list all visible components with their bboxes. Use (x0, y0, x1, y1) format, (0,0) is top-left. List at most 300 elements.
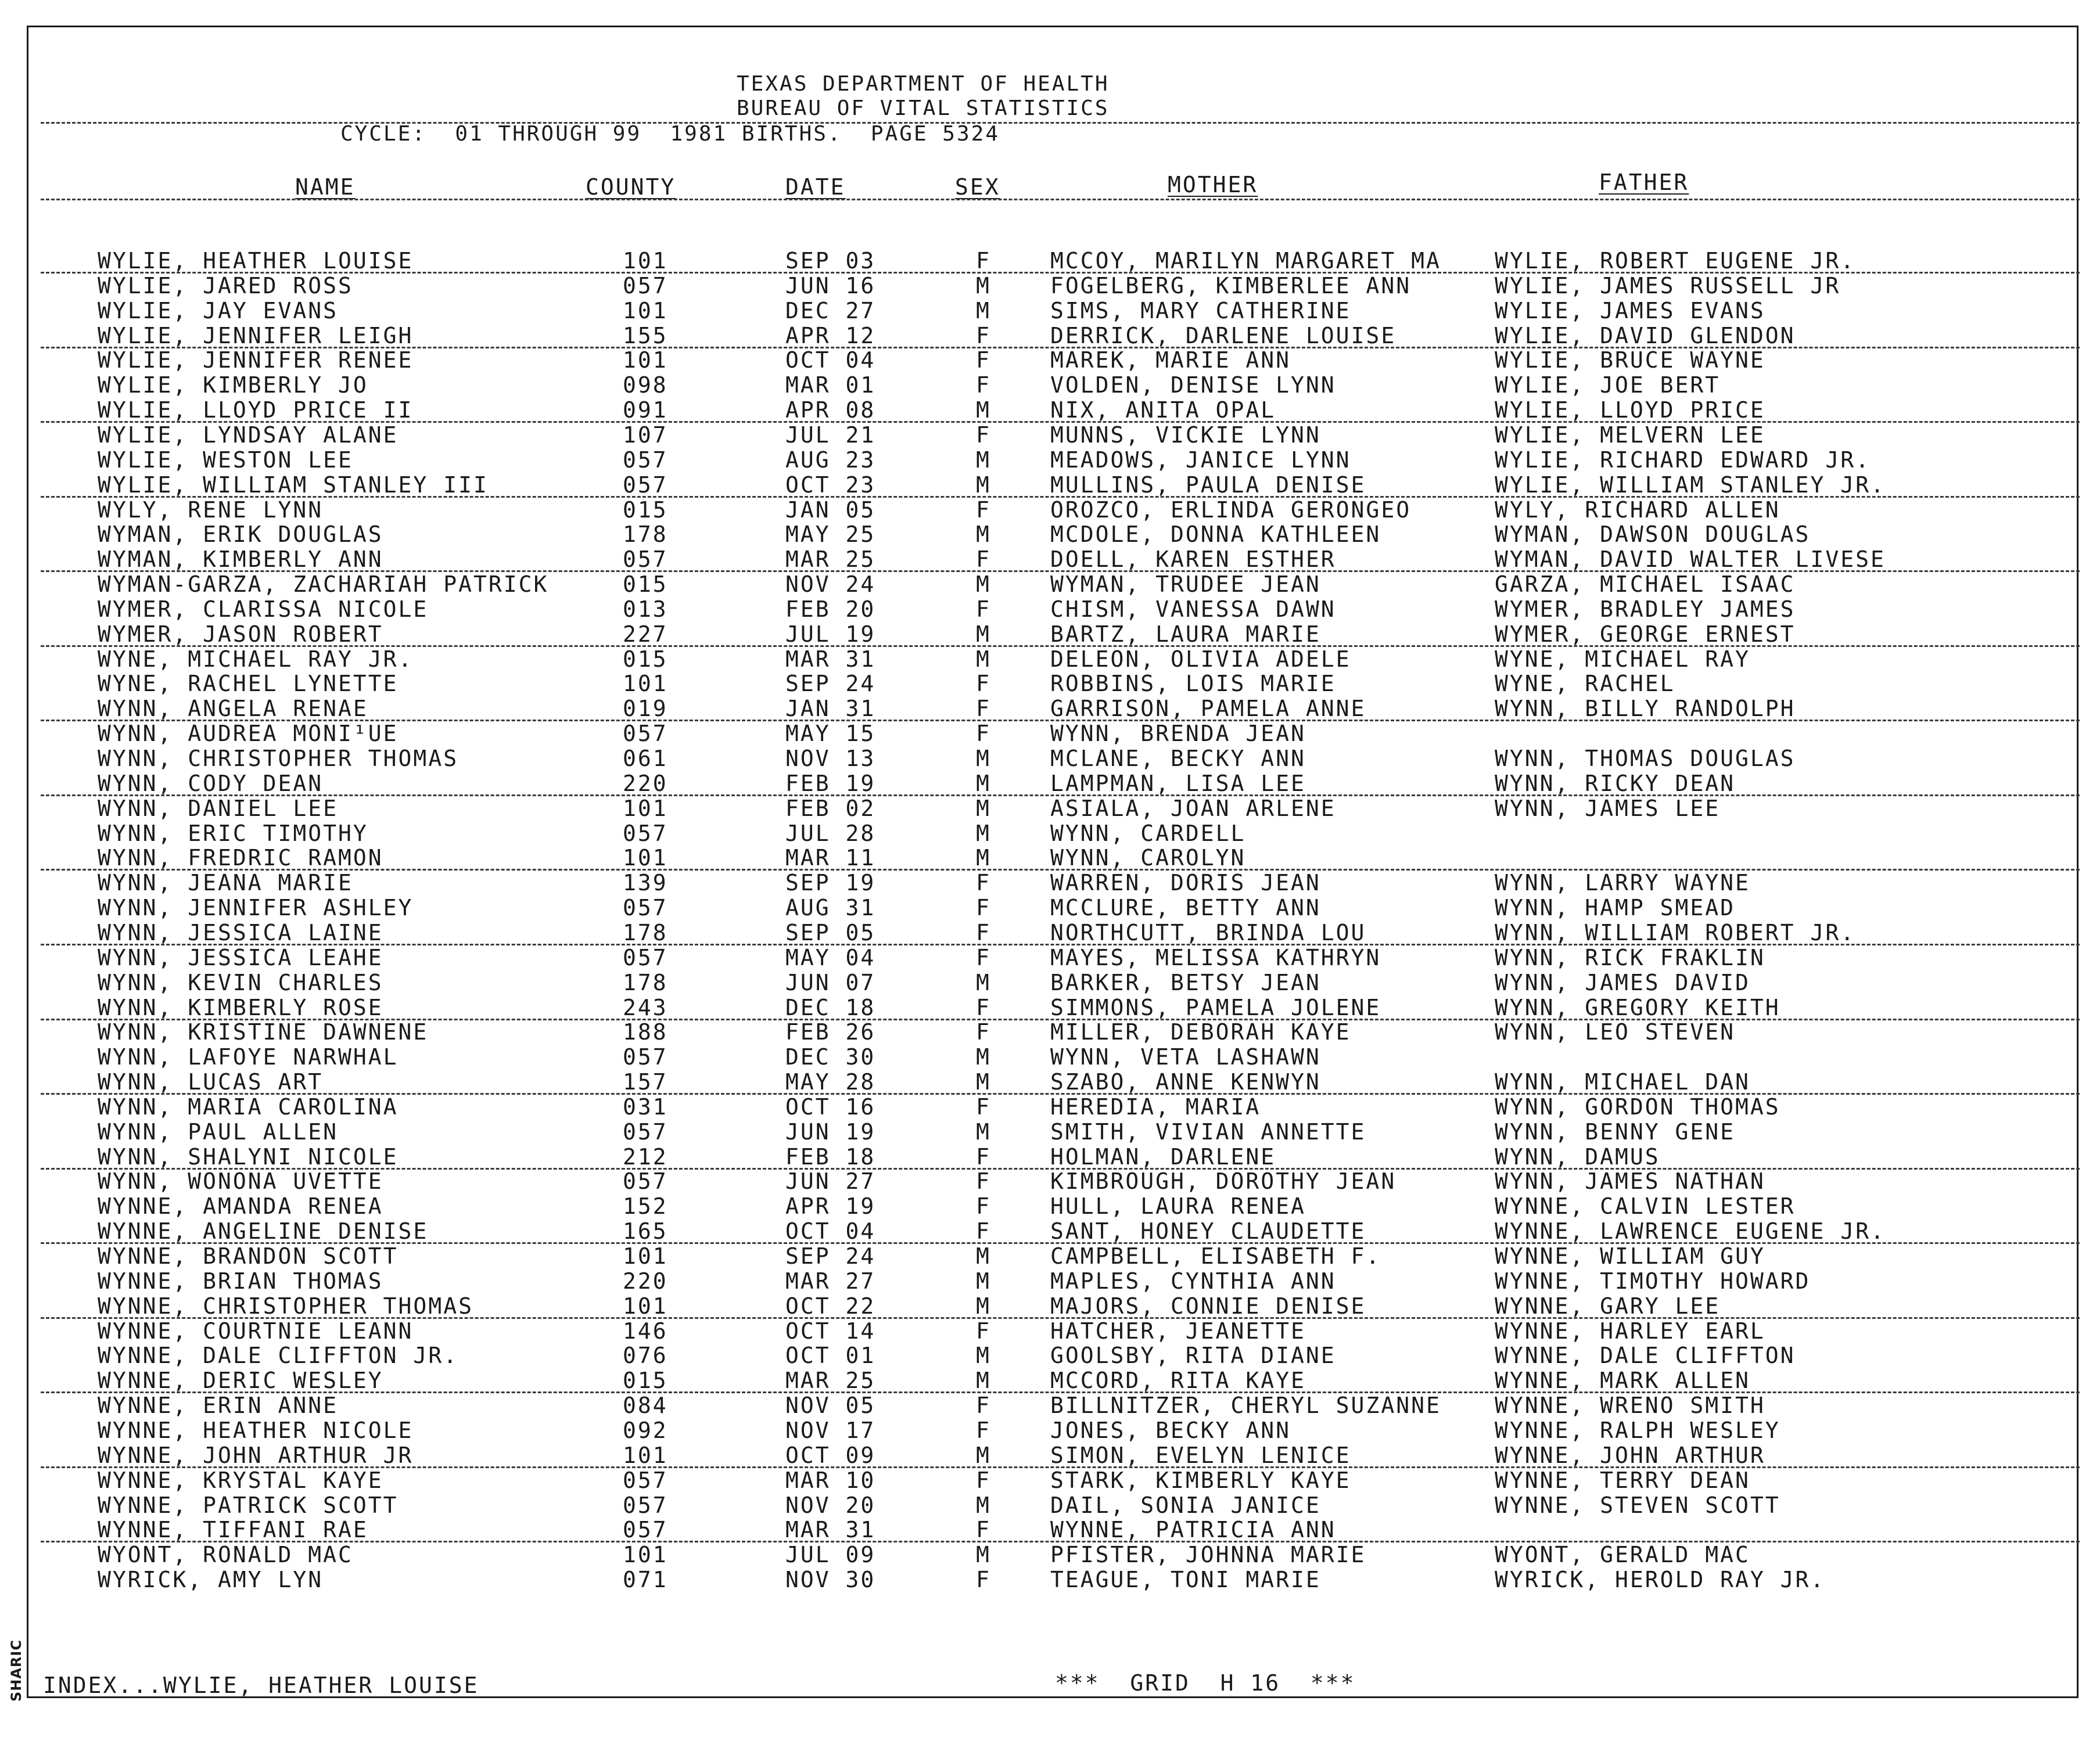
cell-date: DEC 18 (785, 995, 876, 1020)
cell-name: WYNN, LUCAS ART (98, 1069, 324, 1095)
table-row (0, 1393, 2100, 1418)
cell-sex: M (976, 1293, 991, 1319)
cell-county: 178 (623, 522, 668, 547)
cell-county: 188 (623, 1019, 668, 1045)
cell-sex: M (976, 1069, 991, 1095)
cell-date: NOV 17 (785, 1418, 876, 1443)
cell-father: WYLIE, BRUCE WAYNE (1495, 347, 1765, 373)
cell-mother: DERRICK, DARLENE LOUISE (1050, 323, 1397, 348)
cell-sex: M (976, 472, 991, 498)
cell-county: 057 (623, 472, 668, 498)
cell-mother: WARREN, DORIS JEAN (1050, 870, 1321, 896)
cell-name: WYNNE, ANGELINE DENISE (98, 1218, 429, 1244)
cell-sex: F (976, 870, 991, 896)
cell-county: 101 (623, 671, 668, 696)
cell-mother: DAIL, SONIA JANICE (1050, 1493, 1321, 1518)
cell-mother: MUNNS, VICKIE LYNN (1050, 422, 1321, 448)
cell-sex: F (976, 422, 991, 448)
cell-father: WYMER, GEORGE ERNEST (1495, 621, 1796, 647)
cell-mother: NIX, ANITA OPAL (1050, 397, 1276, 423)
cell-county: 101 (623, 298, 668, 323)
cell-mother: MILLER, DEBORAH KAYE (1050, 1019, 1351, 1045)
side-label: SHARIC (8, 1639, 24, 1702)
cell-county: 015 (623, 497, 668, 523)
cell-mother: WYNN, CARDELL (1050, 821, 1246, 846)
table-row (0, 1020, 2100, 1044)
column-header-county: COUNTY (586, 174, 676, 200)
cell-county: 178 (623, 920, 668, 945)
table-row (0, 597, 2100, 621)
cell-sex: F (976, 1094, 991, 1120)
cell-father: WYNN, JAMES DAVID (1495, 970, 1750, 995)
cell-sex: M (976, 646, 991, 672)
cell-sex: F (976, 945, 991, 970)
cell-county: 071 (623, 1567, 668, 1592)
cell-sex: F (976, 1193, 991, 1219)
cell-mother: WYMAN, TRUDEE JEAN (1050, 571, 1321, 597)
cell-sex: M (976, 298, 991, 323)
cell-county: 057 (623, 1168, 668, 1194)
cell-sex: M (976, 970, 991, 995)
cell-date: OCT 04 (785, 347, 876, 373)
table-row (0, 1443, 2100, 1468)
cell-mother: MAJORS, CONNIE DENISE (1050, 1293, 1366, 1319)
cell-sex: F (976, 1517, 991, 1542)
cell-county: 092 (623, 1418, 668, 1443)
cell-date: SEP 24 (785, 1243, 876, 1269)
cell-sex: F (976, 1318, 991, 1344)
cell-name: WYLIE, HEATHER LOUISE (98, 248, 414, 274)
cell-sex: F (976, 995, 991, 1020)
cell-mother: GARRISON, PAMELA ANNE (1050, 696, 1366, 721)
cell-name: WYLIE, JENNIFER RENEE (98, 347, 414, 373)
cell-mother: MCCORD, RITA KAYE (1050, 1368, 1306, 1393)
cell-sex: M (976, 571, 991, 597)
cell-county: 146 (623, 1318, 668, 1344)
cell-mother: BILLNITZER, CHERYL SUZANNE (1050, 1393, 1441, 1418)
cell-father: WYLIE, JAMES RUSSELL JR (1495, 273, 1841, 299)
cell-mother: CHISM, VANESSA DAWN (1050, 596, 1336, 622)
table-row (0, 249, 2100, 273)
cell-father: WYONT, GERALD MAC (1495, 1542, 1750, 1567)
table-row (0, 473, 2100, 497)
cell-mother: MCLANE, BECKY ANN (1050, 746, 1306, 771)
cell-mother: SIMON, EVELYN LENICE (1050, 1443, 1351, 1468)
cell-date: OCT 09 (785, 1443, 876, 1468)
cell-date: OCT 22 (785, 1293, 876, 1319)
cell-county: 015 (623, 1368, 668, 1393)
cell-county: 061 (623, 746, 668, 771)
cell-father: WYNN, JAMES NATHAN (1495, 1168, 1765, 1194)
cell-name: WYLIE, LLOYD PRICE II (98, 397, 414, 423)
cell-county: 015 (623, 646, 668, 672)
cell-date: SEP 03 (785, 248, 876, 274)
cell-county: 013 (623, 596, 668, 622)
cell-date: FEB 18 (785, 1144, 876, 1170)
cell-county: 057 (623, 721, 668, 746)
table-row (0, 1468, 2100, 1493)
cell-name: WYNN, WONONA UVETTE (98, 1168, 383, 1194)
cell-sex: F (976, 497, 991, 523)
cell-sex: F (976, 1218, 991, 1244)
cell-name: WYNNE, COURTNIE LEANN (98, 1318, 414, 1344)
cell-sex: F (976, 596, 991, 622)
cell-name: WYMAN-GARZA, ZACHARIAH PATRICK (98, 571, 549, 597)
table-row (0, 920, 2100, 945)
cell-father: WYNNE, HARLEY EARL (1495, 1318, 1765, 1344)
cell-name: WYNN, KEVIN CHARLES (98, 970, 383, 995)
cell-date: AUG 23 (785, 447, 876, 473)
cell-date: JUN 19 (785, 1119, 876, 1145)
cell-county: 084 (623, 1393, 668, 1418)
cell-mother: VOLDEN, DENISE LYNN (1050, 372, 1336, 398)
table-row (0, 1542, 2100, 1567)
cell-county: 057 (623, 273, 668, 299)
table-row (0, 1070, 2100, 1094)
cell-date: MAR 11 (785, 845, 876, 871)
cell-sex: F (976, 1168, 991, 1194)
cell-county: 101 (623, 347, 668, 373)
column-header-rule (41, 199, 2080, 200)
cell-mother: SIMMONS, PAMELA JOLENE (1050, 995, 1381, 1020)
table-row (0, 398, 2100, 422)
cell-mother: LAMPMAN, LISA LEE (1050, 771, 1306, 796)
cell-name: WYLIE, WILLIAM STANLEY III (98, 472, 489, 498)
table-row (0, 945, 2100, 970)
bureau-title: BUREAU OF VITAL STATISTICS (737, 96, 1110, 120)
cell-mother: MEADOWS, JANICE LYNN (1050, 447, 1351, 473)
cell-sex: F (976, 1468, 991, 1493)
cell-father: WYNN, BILLY RANDOLPH (1495, 696, 1796, 721)
cell-sex: M (976, 397, 991, 423)
cell-name: WYNE, MICHAEL RAY JR. (98, 646, 414, 672)
cell-date: SEP 05 (785, 920, 876, 945)
table-row (0, 323, 2100, 348)
cell-county: 220 (623, 1268, 668, 1294)
table-row (0, 1269, 2100, 1293)
cell-county: 057 (623, 895, 668, 920)
cell-mother: MAPLES, CYNTHIA ANN (1050, 1268, 1336, 1294)
cell-county: 227 (623, 621, 668, 647)
cell-name: WYNNE, AMANDA RENEA (98, 1193, 383, 1219)
cell-date: SEP 19 (785, 870, 876, 896)
cell-date: OCT 16 (785, 1094, 876, 1120)
cell-name: WYMER, JASON ROBERT (98, 621, 383, 647)
cycle-line: CYCLE: 01 THROUGH 99 1981 BIRTHS. PAGE 5324 (340, 122, 1000, 146)
cell-father: WYLY, RICHARD ALLEN (1495, 497, 1780, 523)
table-row (0, 1194, 2100, 1218)
cell-sex: M (976, 845, 991, 871)
cell-name: WYLY, RENE LYNN (98, 497, 324, 523)
cell-mother: WYNN, CAROLYN (1050, 845, 1246, 871)
cell-father: WYNN, GORDON THOMAS (1495, 1094, 1780, 1120)
cell-mother: JONES, BECKY ANN (1050, 1418, 1291, 1443)
cell-date: MAY 28 (785, 1069, 876, 1095)
cell-sex: M (976, 273, 991, 299)
cell-date: APR 08 (785, 397, 876, 423)
cell-mother: SANT, HONEY CLAUDETTE (1050, 1218, 1366, 1244)
cell-date: JUL 21 (785, 422, 876, 448)
cell-father: WYLIE, JOE BERT (1495, 372, 1721, 398)
table-row (0, 821, 2100, 846)
cell-name: WYNE, RACHEL LYNETTE (98, 671, 399, 696)
cell-father: WYNNE, WILLIAM GUY (1495, 1243, 1765, 1269)
table-row (0, 1169, 2100, 1193)
table-row (0, 995, 2100, 1020)
cell-county: 076 (623, 1343, 668, 1368)
cell-county: 101 (623, 1542, 668, 1567)
column-header-sex: SEX (955, 174, 1000, 200)
cell-name: WYNN, MARIA CAROLINA (98, 1094, 399, 1120)
cell-father: WYLIE, MELVERN LEE (1495, 422, 1765, 448)
cell-sex: M (976, 1542, 991, 1567)
cell-date: MAR 01 (785, 372, 876, 398)
table-row (0, 970, 2100, 995)
cell-county: 057 (623, 1044, 668, 1070)
cell-father: WYNNE, TIMOTHY HOWARD (1495, 1268, 1811, 1294)
cell-father: WYLIE, ROBERT EUGENE JR. (1495, 248, 1856, 274)
table-row (0, 696, 2100, 721)
cell-county: 101 (623, 796, 668, 821)
column-header-mother: MOTHER (1168, 172, 1258, 197)
table-row (0, 498, 2100, 522)
cell-county: 057 (623, 1468, 668, 1493)
cell-sex: M (976, 1443, 991, 1468)
cell-father: WYNN, DAMUS (1495, 1144, 1660, 1170)
grid-label: *** GRID H 16 *** (1055, 1670, 1356, 1696)
agency-title: TEXAS DEPARTMENT OF HEALTH (737, 72, 1110, 96)
cell-county: 057 (623, 447, 668, 473)
cell-father: WYNNE, JOHN ARTHUR (1495, 1443, 1765, 1468)
cell-mother: MAYES, MELISSA KATHRYN (1050, 945, 1381, 970)
cell-mother: SZABO, ANNE KENWYN (1050, 1069, 1321, 1095)
table-row (0, 1120, 2100, 1144)
cell-name: WYMER, CLARISSA NICOLE (98, 596, 429, 622)
cell-mother: MCDOLE, DONNA KATHLEEN (1050, 522, 1381, 547)
cell-county: 165 (623, 1218, 668, 1244)
cell-sex: M (976, 821, 991, 846)
cell-county: 220 (623, 771, 668, 796)
cell-father: WYNN, LARRY WAYNE (1495, 870, 1750, 896)
cell-name: WYNNE, CHRISTOPHER THOMAS (98, 1293, 473, 1319)
cell-name: WYNN, JEANA MARIE (98, 870, 353, 896)
cell-date: OCT 23 (785, 472, 876, 498)
cell-date: JUN 27 (785, 1168, 876, 1194)
cell-mother: ROBBINS, LOIS MARIE (1050, 671, 1336, 696)
cell-father: WYNE, RACHEL (1495, 671, 1675, 696)
cell-father: WYNNE, RALPH WESLEY (1495, 1418, 1780, 1443)
cell-sex: F (976, 895, 991, 920)
cell-mother: GOOLSBY, RITA DIANE (1050, 1343, 1336, 1368)
cell-county: 212 (623, 1144, 668, 1170)
cell-name: WYNNE, BRIAN THOMAS (98, 1268, 383, 1294)
cell-father: WYLIE, JAMES EVANS (1495, 298, 1765, 323)
cell-county: 057 (623, 1517, 668, 1542)
cell-sex: F (976, 323, 991, 348)
cell-county: 101 (623, 845, 668, 871)
cell-father: WYNN, LEO STEVEN (1495, 1019, 1736, 1045)
cell-mother: MULLINS, PAULA DENISE (1050, 472, 1366, 498)
cell-name: WYNN, SHALYNI NICOLE (98, 1144, 399, 1170)
cell-date: OCT 14 (785, 1318, 876, 1344)
cell-date: OCT 01 (785, 1343, 876, 1368)
cell-date: FEB 26 (785, 1019, 876, 1045)
table-row (0, 1418, 2100, 1443)
cell-name: WYNN, JESSICA LEAHE (98, 945, 383, 970)
cell-date: JAN 05 (785, 497, 876, 523)
table-row (0, 373, 2100, 397)
cell-name: WYLIE, JENNIFER LEIGH (98, 323, 414, 348)
table-row (0, 1294, 2100, 1318)
cell-name: WYLIE, WESTON LEE (98, 447, 353, 473)
cell-mother: MAREK, MARIE ANN (1050, 347, 1291, 373)
cell-mother: BARKER, BETSY JEAN (1050, 970, 1321, 995)
cell-date: NOV 20 (785, 1493, 876, 1518)
cell-county: 101 (623, 1293, 668, 1319)
cell-father: WYNNE, WRENO SMITH (1495, 1393, 1765, 1418)
cell-name: WYNN, ERIC TIMOTHY (98, 821, 368, 846)
cell-father: WYNN, WILLIAM ROBERT JR. (1495, 920, 1856, 945)
cell-father: WYNNE, DALE CLIFFTON (1495, 1343, 1796, 1368)
cell-date: JUL 28 (785, 821, 876, 846)
cell-mother: DOELL, KAREN ESTHER (1050, 546, 1336, 572)
cell-father: WYNN, RICKY DEAN (1495, 771, 1736, 796)
table-row (0, 1219, 2100, 1243)
cell-mother: STARK, KIMBERLY KAYE (1050, 1468, 1351, 1493)
cell-father: WYLIE, LLOYD PRICE (1495, 397, 1765, 423)
cell-name: WYLIE, JARED ROSS (98, 273, 353, 299)
cell-date: SEP 24 (785, 671, 876, 696)
cell-father: GARZA, MICHAEL ISAAC (1495, 571, 1796, 597)
cell-date: FEB 20 (785, 596, 876, 622)
cell-date: NOV 24 (785, 571, 876, 597)
cell-mother: BARTZ, LAURA MARIE (1050, 621, 1321, 647)
cell-mother: FOGELBERG, KIMBERLEE ANN (1050, 273, 1412, 299)
cell-father: WYNN, GREGORY KEITH (1495, 995, 1780, 1020)
cell-name: WYNNE, ERIN ANNE (98, 1393, 339, 1418)
cell-name: WYNNE, KRYSTAL KAYE (98, 1468, 383, 1493)
cell-father: WYMAN, DAVID WALTER LIVESE (1495, 546, 1886, 572)
cell-sex: F (976, 248, 991, 274)
cell-father: WYNNE, TERRY DEAN (1495, 1468, 1750, 1493)
cell-county: 101 (623, 1443, 668, 1468)
table-row (0, 423, 2100, 447)
cell-date: MAR 31 (785, 646, 876, 672)
table-row (0, 522, 2100, 546)
cell-name: WYNN, CHRISTOPHER THOMAS (98, 746, 459, 771)
cell-date: JUN 07 (785, 970, 876, 995)
cell-father: WYMAN, DAWSON DOUGLAS (1495, 522, 1811, 547)
cell-mother: MCCOY, MARILYN MARGARET MA (1050, 248, 1441, 274)
cell-name: WYNN, FREDRIC RAMON (98, 845, 383, 871)
cell-mother: HATCHER, JEANETTE (1050, 1318, 1306, 1344)
cell-mother: MCCLURE, BETTY ANN (1050, 895, 1321, 920)
cell-name: WYNNE, TIFFANI RAE (98, 1517, 368, 1542)
cell-county: 101 (623, 1243, 668, 1269)
cell-sex: F (976, 671, 991, 696)
cell-name: WYLIE, KIMBERLY JO (98, 372, 368, 398)
cell-county: 091 (623, 397, 668, 423)
cell-father: WYLIE, WILLIAM STANLEY JR. (1495, 472, 1886, 498)
cell-name: WYNN, CODY DEAN (98, 771, 324, 796)
cell-sex: M (976, 1493, 991, 1518)
cell-mother: SIMS, MARY CATHERINE (1050, 298, 1351, 323)
cell-date: OCT 04 (785, 1218, 876, 1244)
cell-mother: PFISTER, JOHNNA MARIE (1050, 1542, 1366, 1567)
cell-name: WYNNE, DALE CLIFFTON JR. (98, 1343, 459, 1368)
cell-mother: TEAGUE, TONI MARIE (1050, 1567, 1321, 1592)
cell-sex: M (976, 1119, 991, 1145)
cell-mother: ASIALA, JOAN ARLENE (1050, 796, 1336, 821)
cell-name: WYMAN, ERIK DOUGLAS (98, 522, 383, 547)
cell-father: WYNNE, GARY LEE (1495, 1293, 1721, 1319)
cell-date: APR 19 (785, 1193, 876, 1219)
cell-date: MAY 04 (785, 945, 876, 970)
column-header-father: FATHER (1599, 170, 1689, 195)
cell-date: DEC 30 (785, 1044, 876, 1070)
cell-sex: M (976, 1044, 991, 1070)
cell-sex: F (976, 347, 991, 373)
cell-date: NOV 13 (785, 746, 876, 771)
cell-sex: F (976, 1418, 991, 1443)
cell-name: WYNNE, JOHN ARTHUR JR (98, 1443, 414, 1468)
cell-name: WYNN, LAFOYE NARWHAL (98, 1044, 399, 1070)
cell-date: FEB 19 (785, 771, 876, 796)
cell-name: WYNN, JENNIFER ASHLEY (98, 895, 414, 920)
table-row (0, 796, 2100, 821)
table-row (0, 1493, 2100, 1518)
table-row (0, 1567, 2100, 1592)
cell-date: NOV 30 (785, 1567, 876, 1592)
cell-date: MAY 15 (785, 721, 876, 746)
cell-father: WYNN, JAMES LEE (1495, 796, 1721, 821)
cell-sex: F (976, 1019, 991, 1045)
table-row (0, 721, 2100, 746)
cell-sex: M (976, 621, 991, 647)
cell-father: WYNN, MICHAEL DAN (1495, 1069, 1750, 1095)
cell-sex: M (976, 1243, 991, 1269)
cell-county: 015 (623, 571, 668, 597)
table-row (0, 274, 2100, 298)
table-row (0, 1095, 2100, 1119)
cell-date: MAR 25 (785, 1368, 876, 1393)
cell-county: 155 (623, 323, 668, 348)
cell-date: JUL 19 (785, 621, 876, 647)
cell-father: WYNN, BENNY GENE (1495, 1119, 1736, 1145)
cell-father: WYRICK, HEROLD RAY JR. (1495, 1567, 1826, 1592)
table-row (0, 871, 2100, 895)
table-row (0, 1368, 2100, 1393)
cell-father: WYNN, HAMP SMEAD (1495, 895, 1736, 920)
cell-date: MAR 27 (785, 1268, 876, 1294)
index-label: INDEX...WYLIE, HEATHER LOUISE (43, 1673, 479, 1698)
cell-county: 107 (623, 422, 668, 448)
cell-sex: F (976, 372, 991, 398)
cell-sex: M (976, 522, 991, 547)
cell-name: WYNNE, HEATHER NICOLE (98, 1418, 414, 1443)
cell-mother: DELEON, OLIVIA ADELE (1050, 646, 1351, 672)
cell-county: 031 (623, 1094, 668, 1120)
cell-date: APR 12 (785, 323, 876, 348)
table-row (0, 1045, 2100, 1069)
cell-sex: F (976, 1144, 991, 1170)
cell-sex: F (976, 721, 991, 746)
cell-sex: F (976, 546, 991, 572)
table-row (0, 1244, 2100, 1268)
cell-sex: F (976, 1567, 991, 1592)
cell-father: WYNN, THOMAS DOUGLAS (1495, 746, 1796, 771)
cell-sex: F (976, 920, 991, 945)
